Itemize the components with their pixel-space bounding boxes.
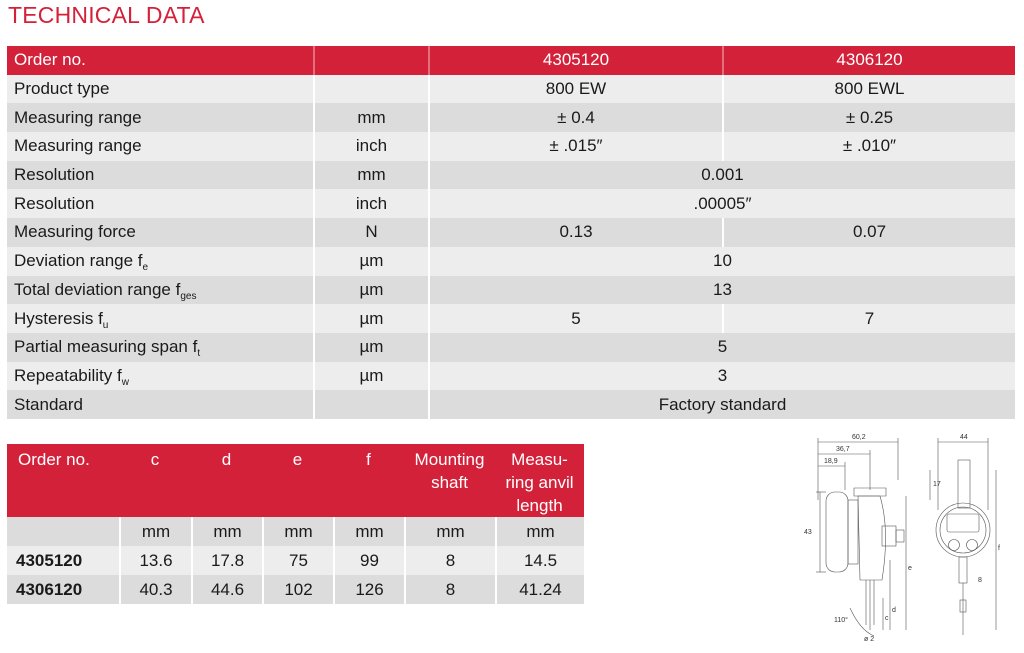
page-title: TECHNICAL DATA	[8, 2, 205, 28]
dim-8: 8	[978, 577, 982, 584]
dim-110-degrees: 110°	[834, 617, 848, 624]
technical-data-table	[7, 46, 1015, 419]
row-unit	[313, 75, 428, 104]
header-measuring-anvil-length: Measu- ring anvil length	[505, 450, 574, 515]
unit-cell: mm	[191, 517, 262, 546]
unit-cell: mm	[404, 517, 495, 546]
table-row	[7, 247, 1015, 276]
table-row	[7, 218, 1015, 247]
row-label: Measuring range	[14, 136, 142, 156]
row-unit: µm	[313, 247, 428, 276]
row-shaft: 8	[404, 575, 495, 604]
row-label: Standard	[14, 394, 83, 414]
dim-phi-2: ø 2	[864, 636, 875, 643]
row-value-2: 7	[722, 304, 1015, 333]
row-label: Partial measuring span $f_t$	[14, 337, 201, 360]
row-label: Hysteresis $f_u$	[14, 308, 109, 331]
table-row	[7, 390, 1015, 419]
row-value-span: .00005″	[428, 189, 1015, 218]
row-value-2: 800 EWL	[722, 75, 1015, 104]
row-shaft: 8	[404, 546, 495, 575]
row-f: 126	[333, 575, 404, 604]
table-header-row	[7, 46, 1015, 75]
row-label: Repeatability $f_w$	[14, 365, 129, 388]
row-value-span: 3	[428, 362, 1015, 391]
row-unit: µm	[313, 304, 428, 333]
table-row	[7, 276, 1015, 305]
row-value-span: 13	[428, 276, 1015, 305]
table-row	[7, 575, 584, 604]
row-unit: µm	[313, 276, 428, 305]
row-d: 17.8	[191, 546, 262, 575]
row-f: 99	[333, 546, 404, 575]
dimensions-table	[7, 444, 584, 604]
row-e: 102	[262, 575, 333, 604]
row-value-2: ± 0.25	[722, 103, 1015, 132]
row-c: 13.6	[119, 546, 191, 575]
row-label: Measuring force	[14, 222, 136, 242]
table-row	[7, 103, 1015, 132]
row-d: 44.6	[191, 575, 262, 604]
header-d: d	[221, 450, 232, 469]
row-anvil: 41.24	[495, 575, 584, 604]
table-row	[7, 304, 1015, 333]
header-f: f	[366, 450, 371, 469]
row-value-1: 5	[428, 304, 722, 333]
units-row	[7, 517, 584, 546]
row-order-no: 4306120	[16, 579, 83, 599]
header-c: c	[150, 450, 160, 469]
dim-17: 17	[933, 481, 941, 488]
row-unit: mm	[313, 103, 428, 132]
dimension-drawing	[790, 430, 1015, 652]
label-e: e	[908, 565, 912, 572]
row-value-1: ± 0.4	[428, 103, 722, 132]
unit-cell: mm	[333, 517, 404, 546]
dim-43: 43	[804, 529, 812, 536]
unit-empty	[7, 517, 119, 546]
dim-44: 44	[960, 434, 968, 441]
row-unit: mm	[313, 161, 428, 190]
header-mounting-shaft: Mounting shaft	[414, 450, 485, 492]
dim-60-2: 60,2	[852, 434, 866, 441]
row-value-span: 10	[428, 247, 1015, 276]
row-value-span: 5	[428, 333, 1015, 362]
row-label: Total deviation range $f_{ges}$	[14, 279, 197, 302]
row-unit: inch	[313, 189, 428, 218]
table-row	[7, 189, 1015, 218]
row-c: 40.3	[119, 575, 191, 604]
label-f: f	[998, 545, 1000, 552]
header-order-no: Order no.	[14, 50, 86, 70]
header-order-4305120: 4305120	[428, 46, 722, 75]
table-row	[7, 546, 584, 575]
row-anvil: 14.5	[495, 546, 584, 575]
table-row	[7, 333, 1015, 362]
table-row	[7, 161, 1015, 190]
row-unit: inch	[313, 132, 428, 161]
header-order-4306120: 4306120	[722, 46, 1015, 75]
row-value-2: 0.07	[722, 218, 1015, 247]
row-label: Resolution	[14, 193, 95, 213]
row-unit	[313, 390, 428, 419]
row-unit: µm	[313, 362, 428, 391]
header-order-no: Order no.	[18, 450, 90, 469]
row-order-no: 4305120	[16, 550, 83, 570]
unit-cell: mm	[119, 517, 191, 546]
dim-36-7: 36,7	[836, 446, 850, 453]
label-d: d	[892, 607, 896, 614]
row-e: 75	[262, 546, 333, 575]
row-value-1: 0.13	[428, 218, 722, 247]
row-label: Resolution	[14, 165, 95, 185]
header-e: e	[292, 450, 303, 469]
row-value-span: 0.001	[428, 161, 1015, 190]
row-label: Deviation range $f_e$	[14, 251, 149, 274]
dimensions-header-row	[7, 444, 584, 517]
row-value-1: 800 EW	[428, 75, 722, 104]
row-value-span: Factory standard	[428, 390, 1015, 419]
row-value-1: ± .015″	[428, 132, 722, 161]
row-label: Measuring range	[14, 107, 142, 127]
dim-18-9: 18,9	[824, 458, 838, 465]
row-unit: µm	[313, 333, 428, 362]
unit-cell: mm	[495, 517, 584, 546]
table-row	[7, 132, 1015, 161]
table-row	[7, 75, 1015, 104]
header-unit	[313, 46, 428, 75]
row-label: Product type	[14, 79, 110, 99]
table-row	[7, 362, 1015, 391]
unit-cell: mm	[262, 517, 333, 546]
row-unit: N	[313, 218, 428, 247]
label-c: c	[885, 615, 889, 622]
row-value-2: ± .010″	[722, 132, 1015, 161]
